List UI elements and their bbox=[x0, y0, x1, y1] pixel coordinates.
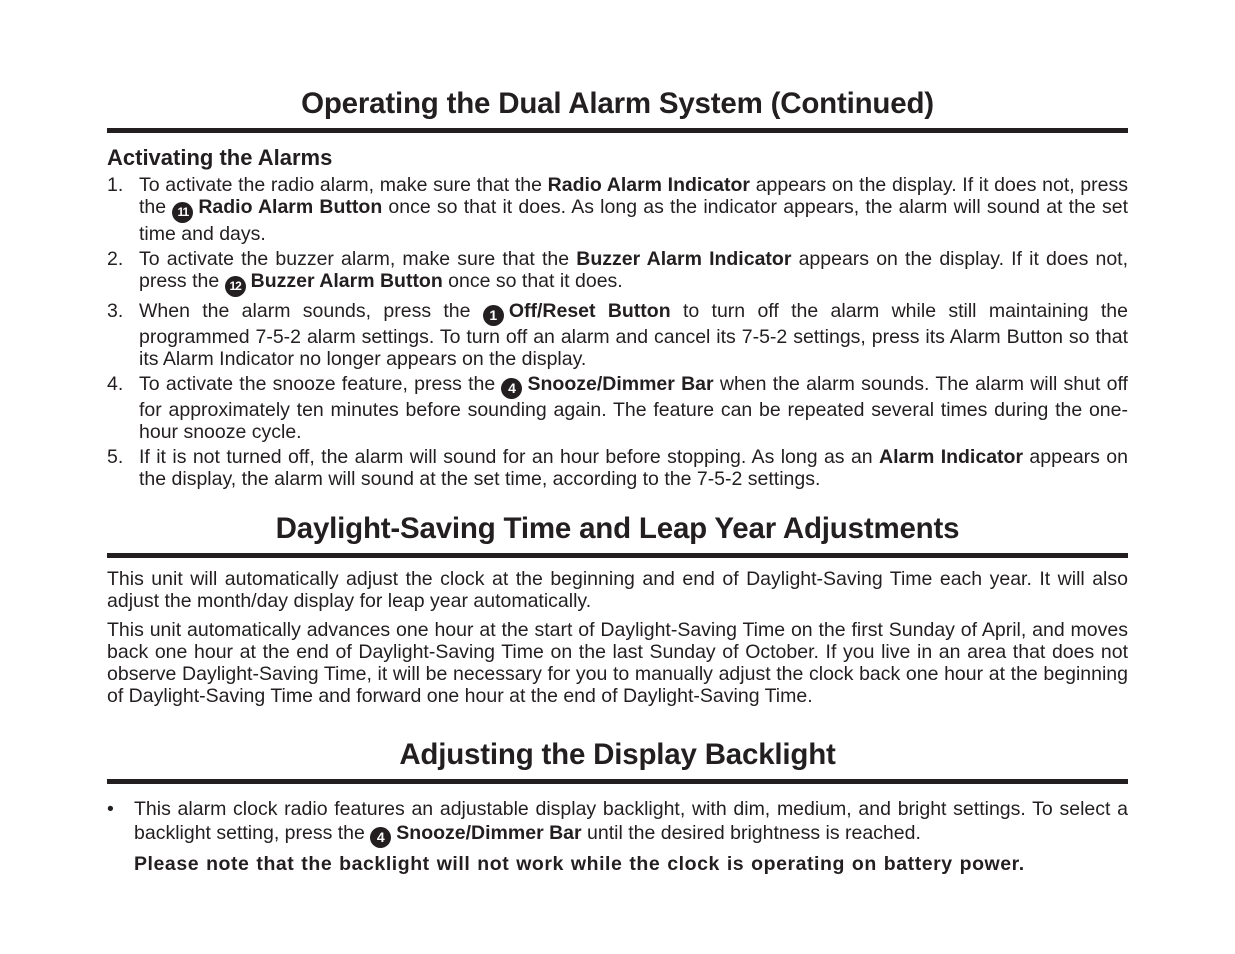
step-text: If it is not turned off, the alarm will sound for an hour before stopping. As long as an bbox=[139, 446, 880, 468]
step-number: 3. bbox=[107, 300, 124, 322]
step-bold-term: Radio Alarm Indicator bbox=[547, 174, 751, 196]
subheading-activating-alarms: Activating the Alarms bbox=[107, 145, 333, 170]
off-reset-button-callout-icon: 1 bbox=[483, 305, 504, 326]
list-item-step-5 bbox=[107, 446, 1128, 490]
snooze-dimmer-bar-callout-icon: 4 bbox=[501, 378, 522, 399]
list-item-step-4 bbox=[107, 373, 1128, 443]
radio-alarm-button-callout-icon: 11 bbox=[172, 202, 193, 223]
bullet-text: until the desired brightness is reached. bbox=[581, 822, 921, 844]
step-text: once so that it does. As long as the indicator appears, the alarm will sound at the set time and days. bbox=[139, 196, 1128, 245]
section-divider bbox=[107, 128, 1128, 133]
section-divider bbox=[107, 553, 1128, 558]
paragraph-dst-intro: This unit will automatically adjust the clock at the beginning and end of Daylight-Saving Time each year. It will also adjust the month/day display for leap year automatically. bbox=[107, 568, 1128, 612]
battery-power-note: Please note that the backlight will not work while the clock is operating on battery power. bbox=[134, 853, 1025, 875]
step-text: when the alarm sounds. The alarm will shut off for approximately ten minutes before sounding again. The feature can be repeated several times during the one-hour snooze cycle. bbox=[139, 373, 1128, 443]
step-text: To activate the radio alarm, make sure that the bbox=[139, 174, 548, 196]
step-bold-term: Off/Reset Button bbox=[508, 300, 671, 322]
step-number: 2. bbox=[107, 248, 124, 270]
step-number: 4. bbox=[107, 373, 124, 395]
step-number: 1. bbox=[107, 174, 124, 196]
bullet-icon: • bbox=[107, 798, 114, 820]
step-text: To activate the snooze feature, press the bbox=[139, 373, 502, 395]
list-item-step-1 bbox=[107, 174, 1128, 245]
step-text: To activate the buzzer alarm, make sure that the bbox=[139, 248, 577, 270]
list-item-step-2 bbox=[107, 248, 1128, 297]
section-title-backlight: Adjusting the Display Backlight bbox=[399, 738, 836, 771]
step-text: appears on the display, the alarm will sound at the set time, according to the 7-5-2 settings. bbox=[139, 446, 1128, 490]
section-title-dual-alarm: Operating the Dual Alarm System (Continued) bbox=[301, 87, 934, 120]
list-item-step-3 bbox=[107, 300, 1128, 370]
step-bold-term: Snooze/Dimmer Bar bbox=[527, 373, 714, 395]
step-text: appears on the display. If it does not, press the bbox=[139, 248, 1129, 292]
alarm-steps-list bbox=[107, 174, 1128, 490]
step-text: appears on the display. If it does not, press the bbox=[139, 174, 1128, 218]
step-bold-term: Buzzer Alarm Indicator bbox=[576, 248, 792, 270]
list-item-backlight bbox=[107, 797, 1128, 848]
snooze-dimmer-bar-callout-icon: 4 bbox=[370, 827, 391, 848]
step-number: 5. bbox=[107, 446, 124, 468]
bullet-bold-term: Snooze/Dimmer Bar bbox=[396, 822, 582, 844]
section-title-daylight-saving: Daylight-Saving Time and Leap Year Adjustments bbox=[275, 512, 960, 545]
step-bold-term: Alarm Indicator bbox=[879, 446, 1024, 468]
buzzer-alarm-button-callout-icon: 12 bbox=[225, 276, 246, 297]
bullet-text: This alarm clock radio features an adjustable display backlight, with dim, medium, and bright settings. To select a backlight setting, press the bbox=[134, 798, 1128, 844]
manual-page bbox=[107, 86, 1128, 876]
step-bold-term: Radio Alarm Button bbox=[198, 196, 383, 218]
paragraph-dst-details: This unit automatically advances one hour at the start of Daylight-Saving Time on the first Sunday of April, and moves back one hour at the end of Daylight-Saving Time on the last Sunday of October. If you live in an area that does not observe Daylight-Saving Time, it will be necessary for you to manually adjust the clock back one hour at the beginning of Daylight-Saving Time and forward one hour at the end of Daylight-Saving Time. bbox=[107, 619, 1128, 707]
step-text: When the alarm sounds, press the bbox=[139, 300, 483, 322]
section-divider bbox=[107, 779, 1128, 784]
step-text: once so that it does. bbox=[442, 270, 623, 292]
step-text: to turn off the alarm while still maintaining the programmed 7-5-2 alarm settings. To turn off an alarm and cancel its 7-5-2 settings, press its Alarm Button so that its Alarm Indicator no longer appears on the display. bbox=[139, 300, 1128, 370]
step-bold-term: Buzzer Alarm Button bbox=[250, 270, 443, 292]
